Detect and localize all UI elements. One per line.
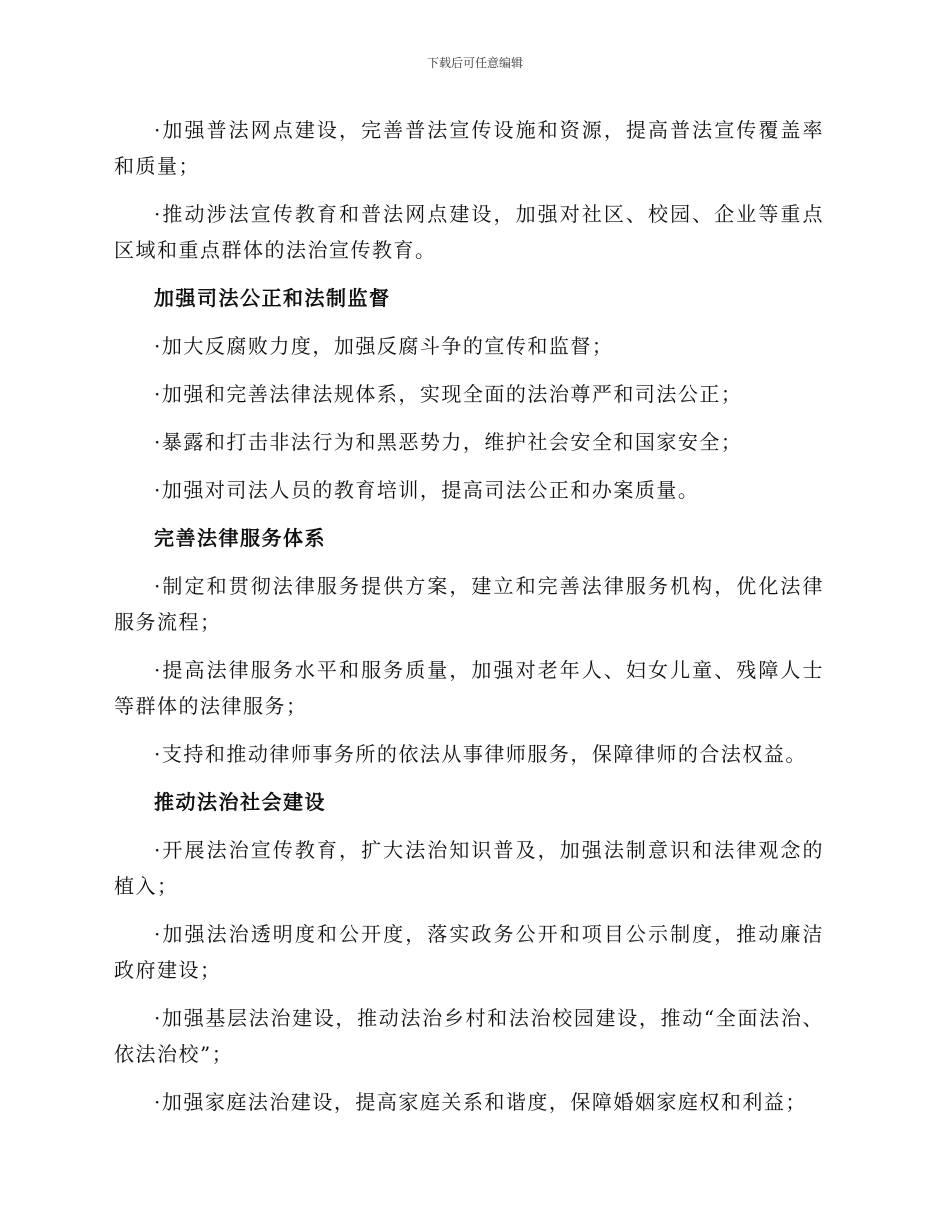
- bullet-paragraph: ·制定和贯彻法律服务提供方案，建立和完善法律服务机构，优化法律服务流程；: [114, 574, 824, 634]
- bullet-paragraph: ·加强对司法人员的教育培训，提高司法公正和办案质量。: [154, 478, 700, 502]
- bullet-paragraph: ·加强法治透明度和公开度，落实政务公开和项目公示制度，推动廉洁政府建设；: [114, 922, 824, 982]
- section-heading: 推动法治社会建设: [154, 790, 326, 814]
- bullet-paragraph: ·推动涉法宣传教育和普法网点建设，加强对社区、校园、企业等重点区域和重点群体的法治宣传教育。: [114, 202, 824, 262]
- bullet-paragraph: ·加强家庭法治建设，提高家庭关系和谐度，保障婚姻家庭权和利益；: [154, 1090, 807, 1114]
- section-heading: 加强司法公正和法制监督: [154, 286, 391, 310]
- bullet-paragraph: ·加大反腐败力度，加强反腐斗争的宣传和监督；: [154, 334, 614, 358]
- document-body: [114, 112, 824, 1132]
- bullet-paragraph: ·加强普法网点建设，完善普法宣传设施和资源，提高普法宣传覆盖率和质量；: [114, 118, 824, 178]
- bullet-paragraph: ·支持和推动律师事务所的依法从事律师服务，保障律师的合法权益。: [154, 742, 807, 766]
- section-heading: 完善法律服务体系: [154, 526, 326, 550]
- bullet-paragraph: ·提高法律服务水平和服务质量，加强对老年人、妇女儿童、残障人士等群体的法律服务；: [114, 658, 824, 718]
- bullet-paragraph: ·加强基层法治建设，推动法治乡村和法治校园建设，推动“全面法治、依法治校”；: [114, 1006, 824, 1066]
- bullet-paragraph: ·开展法治宣传教育，扩大法治知识普及，加强法制意识和法律观念的植入；: [114, 838, 824, 898]
- bullet-paragraph: ·加强和完善法律法规体系，实现全面的法治尊严和司法公正；: [154, 382, 743, 406]
- page-header: 下载后可任意编辑: [426, 56, 523, 70]
- bullet-paragraph: ·暴露和打击非法行为和黑恶势力，维护社会安全和国家安全；: [154, 430, 743, 454]
